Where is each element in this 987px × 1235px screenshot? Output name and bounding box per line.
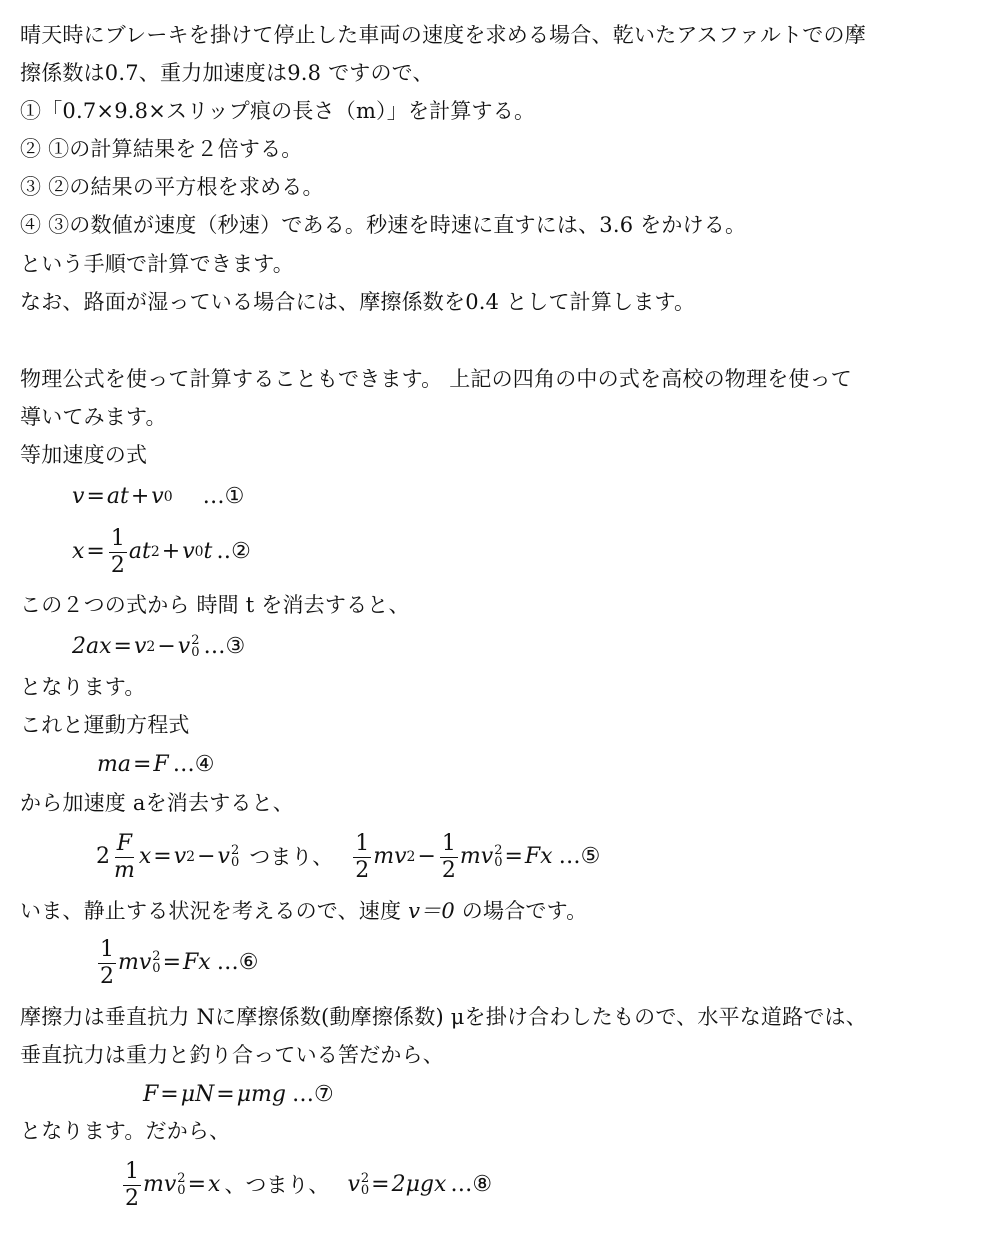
- eq6-sub: 0: [152, 961, 161, 976]
- eq3-sub: 0: [191, 645, 200, 660]
- eq5-half-num-1: 1: [355, 830, 370, 856]
- eq5-sub: 0: [230, 855, 240, 870]
- eq8-v-scripts: [361, 1173, 369, 1197]
- eq6-equals: =: [162, 950, 182, 975]
- eq8-scripts: [177, 1173, 185, 1197]
- eq2-t: t: [203, 539, 213, 564]
- eq5-x: x: [138, 844, 152, 869]
- eq8-sub: 0: [177, 1183, 186, 1198]
- eq8-sup-2: 2: [360, 1171, 370, 1186]
- eq8-mv: mv: [143, 1172, 177, 1197]
- eq5-numerator: F: [116, 830, 133, 856]
- eq7-muN: μN: [180, 1082, 215, 1107]
- equation-7: [143, 1080, 334, 1110]
- text-line-10: 導いてみます。: [20, 405, 167, 429]
- eq5-mv: mv: [373, 844, 407, 869]
- text-eliminate-a: から加速度 aを消去すると、: [20, 791, 294, 815]
- text-line-8: なお、路面が湿っている場合には、摩擦係数を0.4 として計算します。: [20, 290, 696, 314]
- eq5-mv0-scripts: [494, 845, 502, 869]
- eq7-F: F: [143, 1082, 159, 1107]
- eq5-half-num-2: 1: [441, 830, 456, 856]
- eq5-fraction-half-1: [353, 830, 371, 883]
- eq6-mv: mv: [118, 950, 152, 975]
- text-friction-2: 垂直抗力は重力と釣り合っている筈だから、: [20, 1043, 444, 1067]
- eq4-number: …④: [172, 752, 215, 777]
- eq5-two: 2: [96, 844, 110, 869]
- equation-5: [96, 828, 600, 886]
- eq5-sub-2: 0: [494, 855, 503, 870]
- eq5-square: 2: [186, 849, 196, 865]
- eq3-v0: v: [177, 634, 191, 659]
- eq3-equals: =: [113, 634, 132, 659]
- eq5-equals-2: =: [504, 844, 523, 869]
- eq3-number: …③: [203, 634, 246, 659]
- eq3-minus: −: [157, 634, 176, 659]
- eq6-Fx: Fx: [183, 950, 211, 975]
- eq5-minus-2: −: [417, 844, 436, 869]
- text-line-4: ② ①の計算結果を２倍する。: [20, 137, 303, 161]
- eq3-v: v: [133, 634, 147, 659]
- eq2-v: v: [182, 539, 195, 564]
- eq4-equals: =: [132, 752, 152, 777]
- text-rest-math: v＝0: [408, 899, 455, 923]
- eq2-denominator: 2: [110, 552, 125, 578]
- eq7-equals: =: [160, 1082, 179, 1107]
- equation-1: [72, 482, 244, 512]
- eq8-numerator: 1: [125, 1158, 139, 1184]
- eq2-sub0: 0: [194, 544, 204, 560]
- eq5-sup-2: 2: [494, 843, 503, 858]
- eq1-sub0: 0: [163, 489, 173, 505]
- eq8-sub-2: 0: [360, 1183, 370, 1198]
- eq8-number: …⑧: [450, 1172, 493, 1197]
- equation-8: [121, 1156, 492, 1214]
- eq1-number: …①: [202, 484, 245, 509]
- eq1-at: at: [106, 484, 129, 509]
- eq8-connector: 、つまり、: [224, 1172, 330, 1197]
- eq2-number: ‥②: [216, 539, 251, 564]
- eq2-equals: =: [86, 539, 105, 564]
- eq1-plus: +: [130, 484, 150, 509]
- text-becomes-2: となります。だから、: [20, 1119, 231, 1143]
- eq6-number: …⑥: [216, 950, 259, 975]
- eq5-denominator: m: [114, 857, 135, 883]
- eq1-equals: =: [86, 484, 105, 509]
- eq8-rhs: 2μgx: [391, 1172, 447, 1197]
- eq8-denominator: 2: [125, 1185, 139, 1211]
- eq5-v0: v: [217, 844, 230, 869]
- eq5-equals: =: [153, 844, 172, 869]
- text-line-7: という手順で計算できます。: [20, 252, 294, 276]
- text-line-6: ④ ③の数値が速度（秒速）である。秒速を時速に直すには、3.6 をかける。: [20, 213, 747, 237]
- eq5-fraction-F-m: [112, 830, 137, 883]
- equation-6: [96, 934, 258, 992]
- eq6-denominator: 2: [100, 963, 114, 989]
- eq6-numerator: 1: [100, 936, 114, 962]
- text-rest-line: [20, 894, 587, 928]
- eq7-equals-2: =: [216, 1082, 235, 1107]
- text-line-1: 晴天時にブレーキを掛けて停止した車両の速度を求める場合、乾いたアスファルトでの摩: [20, 23, 866, 47]
- text-rest-tail: の場合です。: [461, 899, 588, 923]
- eq5-half-den-2: 2: [441, 857, 456, 883]
- text-line-3: ①「0.7×9.8×スリップ痕の長さ（m）」を計算する。: [20, 99, 536, 123]
- eq5-v: v: [173, 844, 187, 869]
- eq3-square: 2: [146, 639, 156, 655]
- equation-4: [97, 750, 214, 780]
- equation-3: [72, 630, 245, 664]
- eq2-at: at: [128, 539, 151, 564]
- eq6-sup: 2: [152, 949, 161, 964]
- eq5-number: …⑤: [558, 844, 601, 869]
- eq8-v: v: [347, 1172, 360, 1197]
- eq5-minus: −: [197, 844, 216, 869]
- eq4-F: F: [153, 752, 169, 777]
- text-friction-1: 摩擦力は垂直抗力 Nに摩擦係数(動摩擦係数) μを掛け合わしたもので、水平な道路では、: [20, 1005, 867, 1029]
- text-becomes-1: となります。: [20, 675, 146, 699]
- eq2-numerator: 1: [110, 525, 125, 551]
- eq5-v0-scripts: [231, 845, 239, 869]
- text-rest: いま、静止する状況を考えるので、速度: [20, 899, 402, 923]
- eq5-sup: 2: [230, 843, 240, 858]
- eq8-sup: 2: [177, 1171, 186, 1186]
- eq7-number: …⑦: [291, 1082, 334, 1107]
- eq5-square-2: 2: [406, 849, 416, 865]
- eq3-sup: 2: [191, 633, 200, 648]
- eq1-v: v: [151, 484, 164, 509]
- text-line-5: ③ ②の結果の平方根を求める。: [20, 175, 324, 199]
- eq6-fraction: [98, 936, 116, 989]
- eq5-mv0: mv: [459, 844, 494, 869]
- eq5-Fx: Fx: [524, 844, 553, 869]
- eq5-connector: つまり、: [249, 844, 334, 869]
- eq2-square: 2: [150, 544, 160, 560]
- equation-2: [72, 524, 251, 580]
- eq6-scripts: [152, 951, 160, 975]
- text-motion: これと運動方程式: [20, 713, 190, 737]
- eq4-ma: ma: [97, 752, 131, 777]
- text-eliminate-t: この２つの式から 時間 t を消去すると、: [20, 593, 410, 617]
- eq7-mumg: μmg: [236, 1082, 286, 1107]
- eq2-fraction: [109, 525, 127, 578]
- eq5-half-den-1: 2: [355, 857, 370, 883]
- text-line-9: 物理公式を使って計算することもできます。 上記の四角の中の式を高校の物理を使って: [20, 367, 852, 391]
- eq3-lhs: 2ax: [72, 634, 112, 659]
- eq3-v0-scripts: [191, 635, 199, 659]
- text-line-2: 擦係数は0.7、重力加速度は9.8 ですので、: [20, 61, 434, 85]
- eq1-lhs: v: [72, 484, 85, 509]
- eq8-equals: =: [187, 1172, 207, 1197]
- eq8-equals-2: =: [371, 1172, 390, 1197]
- eq2-lhs: x: [72, 539, 85, 564]
- eq2-plus: +: [161, 539, 181, 564]
- eq8-fraction: [123, 1158, 141, 1211]
- eq5-fraction-half-2: [440, 830, 458, 883]
- eq8-x: x: [208, 1172, 221, 1197]
- text-line-11: 等加速度の式: [20, 443, 148, 467]
